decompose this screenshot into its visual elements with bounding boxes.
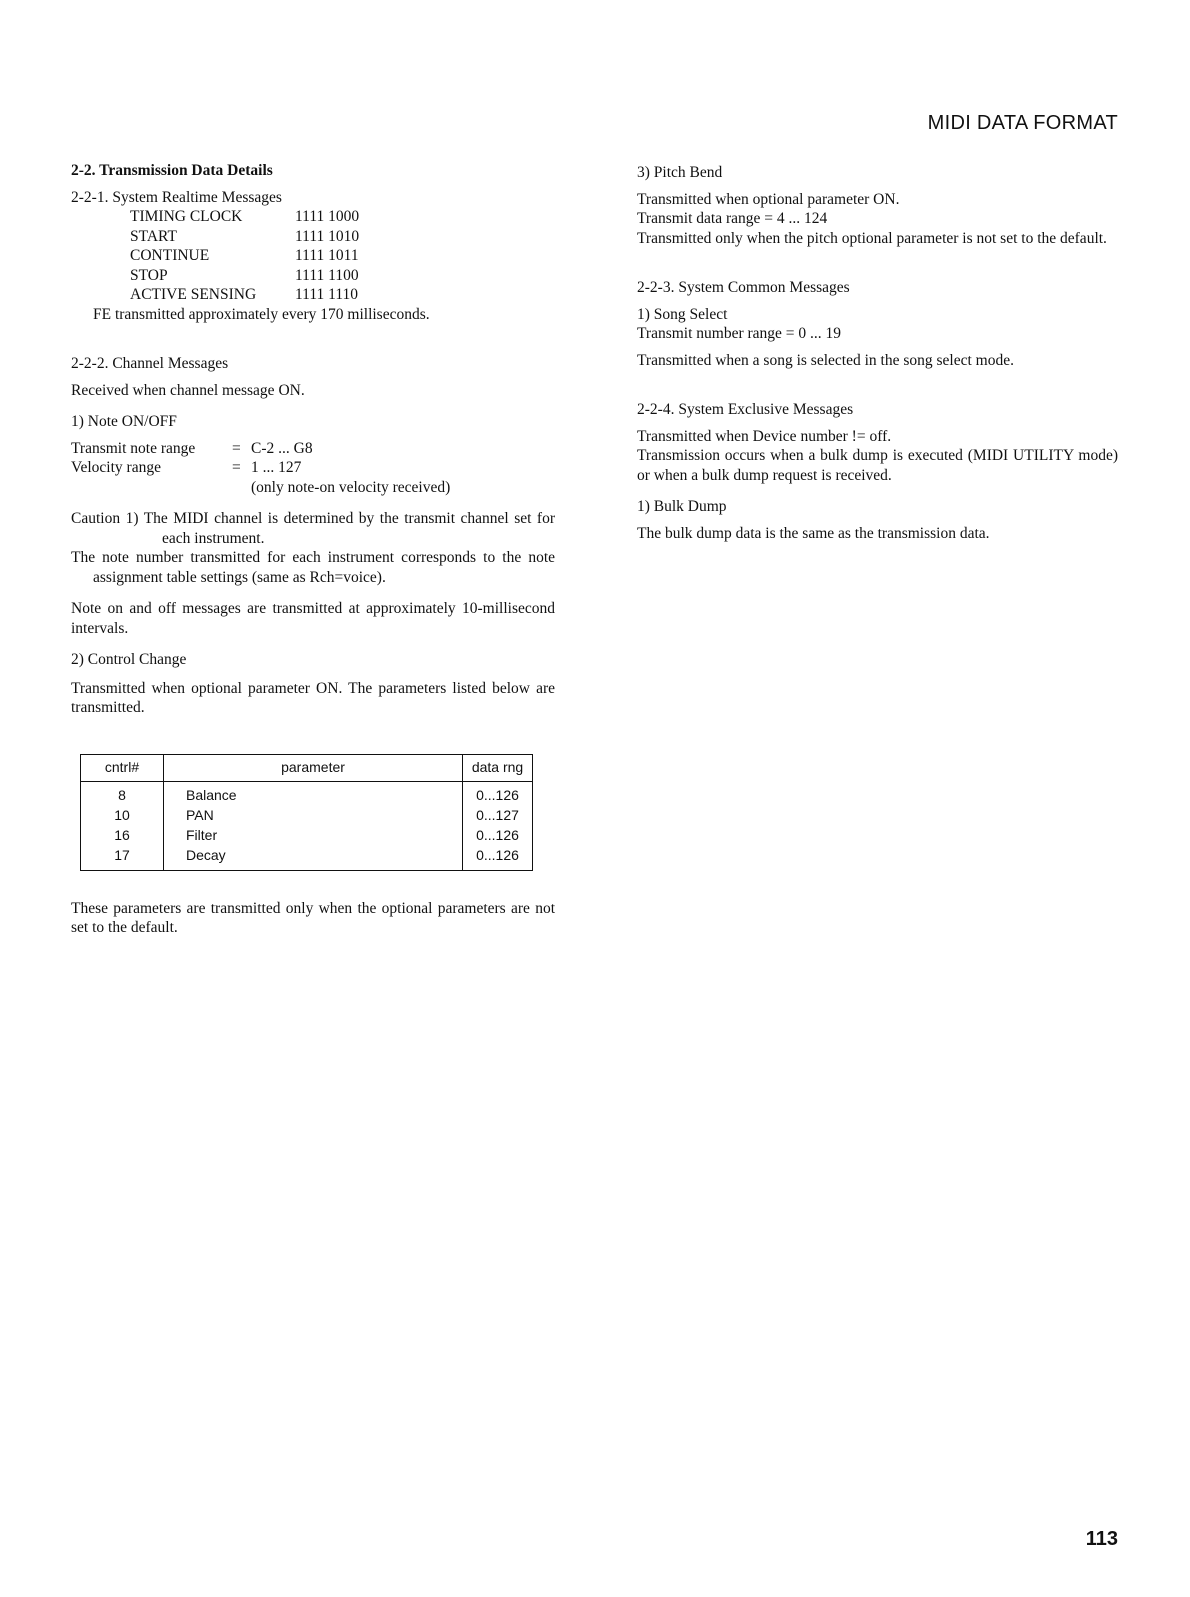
velocity-range-equals: = <box>232 459 241 476</box>
cell-cntrl: 8 <box>81 781 164 805</box>
realtime-code: 1111 1110 <box>295 286 358 303</box>
control-change-desc: Transmitted when optional parameter ON. The parameters listed below are transmitted. <box>71 679 555 716</box>
note-onoff-title: 1) Note ON/OFF <box>71 413 177 430</box>
note-range-label: Transmit note range <box>71 439 196 457</box>
header-parameter: parameter <box>164 754 463 781</box>
realtime-heading: 2-2-1. System Realtime Messages <box>71 188 282 206</box>
cell-data-range: 0...126 <box>476 846 519 863</box>
right-column <box>637 163 1118 543</box>
bulk-dump-desc: The bulk dump data is the same as the transmission data. <box>637 524 990 542</box>
control-change-table <box>80 754 533 871</box>
realtime-row <box>130 207 359 227</box>
cell-cntrl: 10 <box>81 805 164 825</box>
system-exclusive-heading: 2-2-4. System Exclusive Messages <box>637 401 854 418</box>
realtime-messages-table <box>130 207 359 305</box>
page-number: 113 <box>1085 1528 1118 1550</box>
realtime-row <box>130 285 359 305</box>
interval-text: Note on and off messages are transmitted at approximately 10-millisecond intervals. <box>71 600 555 637</box>
velocity-note: (only note-on velocity received) <box>251 478 451 496</box>
left-column <box>71 161 555 938</box>
realtime-row <box>130 246 359 266</box>
song-select-range: Transmit number range = 0 ... 19 <box>637 325 842 342</box>
note-range-block <box>71 439 555 498</box>
table-row <box>81 781 533 805</box>
realtime-code: 1111 1011 <box>295 247 359 264</box>
song-select-desc: Transmitted when a song is selected in the song select mode. <box>637 351 1014 369</box>
velocity-range-value: 1 ... 127 <box>251 459 302 476</box>
realtime-code: 1111 1010 <box>295 227 360 245</box>
note-number-text: The note number transmitted for each instrument corresponds to the note assignment table settings (same as Rch=voice). <box>71 549 555 586</box>
cell-cntrl: 17 <box>81 845 164 871</box>
channel-intro: Received when channel message ON. <box>71 381 305 399</box>
cell-data-range: 0...126 <box>476 826 519 843</box>
pitch-bend-line3: Transmitted only when the pitch optional parameter is not set to the default. <box>637 229 1107 247</box>
control-change-footnote: These parameters are transmitted only when the optional parameters are not set to the default. <box>71 899 555 936</box>
cell-parameter: Decay <box>164 845 463 871</box>
table-header-row <box>81 754 533 781</box>
cell-parameter: Filter <box>164 825 463 845</box>
pitch-bend-line1: Transmitted when optional parameter ON. <box>637 190 900 208</box>
realtime-name: START <box>130 227 177 245</box>
realtime-code: 1111 1100 <box>295 266 359 284</box>
page-header-title: MIDI DATA FORMAT <box>927 112 1118 134</box>
pitch-bend-line2: Transmit data range = 4 ... 124 <box>637 210 828 227</box>
table-row <box>81 805 533 825</box>
system-exclusive-line1: Transmitted when Device number != off. <box>637 427 892 445</box>
velocity-range-label: Velocity range <box>71 459 161 476</box>
section-title: 2-2. Transmission Data Details <box>71 162 273 179</box>
header-data-range: data rng <box>463 754 533 781</box>
table-row <box>81 845 533 871</box>
realtime-name: CONTINUE <box>130 247 210 264</box>
song-select-title: 1) Song Select <box>637 305 728 323</box>
realtime-name: ACTIVE SENSING <box>130 286 257 303</box>
pitch-bend-title: 3) Pitch Bend <box>637 164 723 181</box>
realtime-name: TIMING CLOCK <box>130 208 243 225</box>
note-range-value: C-2 ... G8 <box>251 439 313 457</box>
cell-data-range: 0...126 <box>476 786 519 803</box>
cell-cntrl: 16 <box>81 825 164 845</box>
bulk-dump-title: 1) Bulk Dump <box>637 498 727 515</box>
table-row <box>81 825 533 845</box>
note-range-equals: = <box>232 439 241 457</box>
realtime-code: 1111 1000 <box>295 208 360 225</box>
channel-heading: 2-2-2. Channel Messages <box>71 355 229 372</box>
control-change-title: 2) Control Change <box>71 651 187 668</box>
velocity-range-row <box>71 458 555 478</box>
realtime-row <box>130 266 359 286</box>
header-cntrl: cntrl# <box>81 754 164 781</box>
note-range-row <box>71 439 555 459</box>
system-exclusive-line2: Transmission occurs when a bulk dump is executed (MIDI UTILITY mode) or when a bulk dump request is received. <box>637 447 1118 484</box>
caution-text: Caution 1) The MIDI channel is determined by the transmit channel set for each instrument. <box>71 510 555 547</box>
cell-parameter: PAN <box>164 805 463 825</box>
cell-data-range: 0...127 <box>476 806 519 823</box>
realtime-row <box>130 227 359 247</box>
realtime-note: FE transmitted approximately every 170 milliseconds. <box>93 305 430 323</box>
realtime-name: STOP <box>130 266 168 284</box>
cell-parameter: Balance <box>164 781 463 805</box>
system-common-heading: 2-2-3. System Common Messages <box>637 279 850 296</box>
